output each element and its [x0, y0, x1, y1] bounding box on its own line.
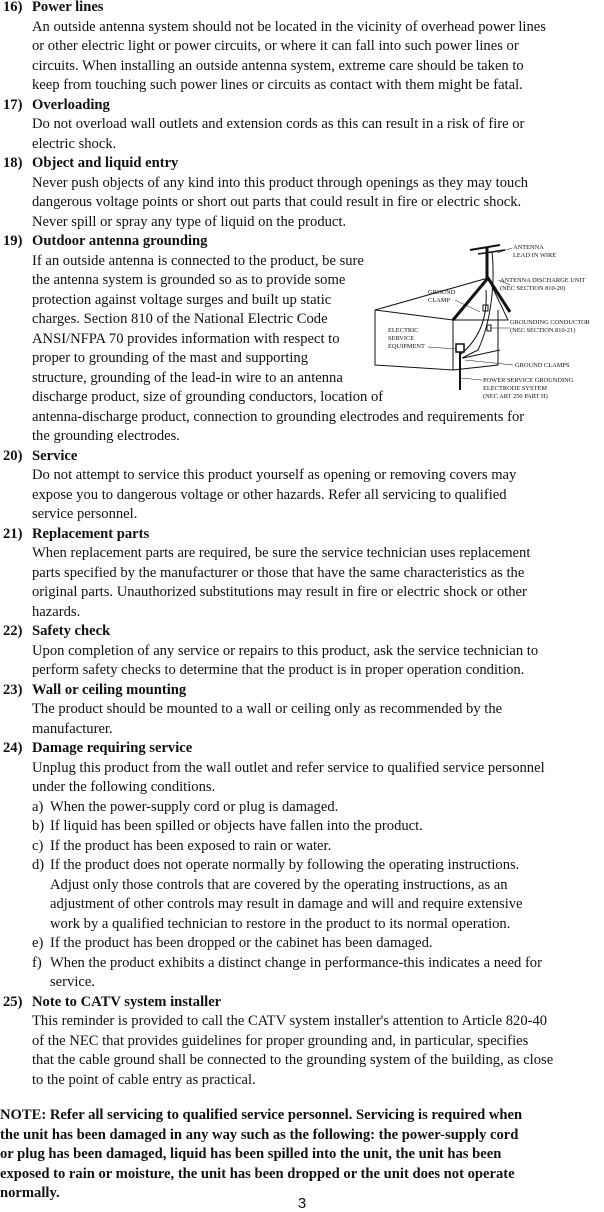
- item-number: 18): [3, 155, 23, 171]
- condition-letter: e): [32, 935, 44, 951]
- antenna-grounding-diagram: [370, 240, 604, 405]
- item-text-line: charges. Section 810 of the National Electric Code: [32, 311, 328, 327]
- label-electric: ELECTRIC: [388, 327, 419, 334]
- note-line: exposed to rain or moisture, the unit has been dropped or the unit does not operate: [0, 1165, 515, 1182]
- item-number: 22): [3, 623, 23, 639]
- condition-line: [0, 817, 604, 837]
- condition-line: [0, 837, 604, 857]
- condition-line: Adjust only those controls that are covered by the operating instructions, as an: [50, 876, 508, 893]
- item-text-line: dangerous voltage points or short out parts that could result in fire or electric shock.: [32, 194, 522, 210]
- condition-text: When the power-supply cord or plug is damaged.: [50, 798, 339, 815]
- item-text-line: electric shock.: [32, 135, 117, 152]
- item-text-line: proper to grounding of the mast and supporting: [32, 350, 309, 366]
- page-number: 3: [297, 1195, 307, 1212]
- item-text-line: perform safety checks to determine that the product is in proper operation condition.: [32, 662, 525, 678]
- item-text-line: manufacturer.: [32, 720, 113, 737]
- item-text-line: parts specified by the manufacturer or those that have the same characteristics as the: [32, 564, 525, 581]
- condition-line: [0, 954, 604, 974]
- condition-line: service.: [50, 974, 95, 990]
- condition-text: If liquid has been spilled or objects have fallen into the product.: [50, 818, 423, 834]
- condition-letter: b): [32, 818, 45, 834]
- label-power-service: POWER SERVICE GROUNDING: [483, 377, 574, 384]
- condition-line: [0, 856, 604, 876]
- item-text-line: discharge product, size of grounding conductors, location of: [32, 389, 384, 405]
- label-lead-in-wire: LEAD IN WIRE: [513, 252, 557, 259]
- item-number: 21): [3, 525, 23, 542]
- item-text-line: the antenna system is grounded so as to provide some: [32, 272, 346, 288]
- item-number: 24): [3, 740, 23, 756]
- item-heading: [0, 739, 604, 759]
- item-text-line: of the NEC that provides guidelines for proper grounding and, in particular, specifies: [32, 1032, 529, 1049]
- condition-letter: f): [32, 954, 42, 971]
- item-number: 16): [3, 0, 23, 15]
- spacer: [0, 1090, 604, 1106]
- note-line: or plug has been damaged, liquid has been spilled into the unit, the unit has been: [0, 1146, 502, 1162]
- item-number: 19): [3, 233, 23, 249]
- label-grounding-conductor: GROUNDING CONDUCTOR: [510, 319, 590, 326]
- condition-line: [0, 798, 604, 818]
- condition-text: If the product does not operate normally by following the operating instructions.: [50, 857, 520, 873]
- item-heading: [0, 96, 604, 116]
- item-heading: [0, 622, 604, 642]
- condition-line: adjustment of other controls may result in damage and will and require extensive: [50, 896, 523, 912]
- item-text-line: When replacement parts are required, be sure the service technician uses replacement: [32, 545, 531, 561]
- label-equipment: EQUIPMENT: [388, 343, 425, 350]
- item-heading: [0, 681, 604, 701]
- label-antenna: ANTENNA: [513, 244, 544, 251]
- item-title: Overloading: [32, 96, 110, 113]
- condition-line: work by a qualified technician to restore in the product to its normal operation.: [50, 915, 511, 932]
- item-text-line: the grounding electrodes.: [32, 428, 180, 444]
- item-heading: [0, 993, 604, 1013]
- item-title: Safety check: [32, 623, 111, 639]
- item-text-line: that the cable ground shall be connected to the grounding system of the building, as close: [32, 1052, 554, 1068]
- item-text-line: The product should be mounted to a wall or ceiling only as recommended by the: [32, 701, 503, 717]
- item-text-line: expose you to dangerous voltage or other hazards. Refer all servicing to qualified: [32, 486, 507, 503]
- item-text-line: This reminder is provided to call the CATV system installer's attention to Article 820-40: [32, 1013, 548, 1029]
- item-text-line: Upon completion of any service or repairs to this product, ask the service technician to: [32, 642, 539, 659]
- item-heading: [0, 525, 604, 545]
- condition-text: When the product exhibits a distinct change in performance-this indicates a need for: [50, 954, 542, 971]
- item-text-line: antenna-discharge product, connection to grounding electrodes and requirements for: [32, 408, 525, 425]
- item-title: Note to CATV system installer: [32, 993, 222, 1010]
- item-text-line: protection against voltage surges and built up static: [32, 291, 332, 308]
- item-title: Wall or ceiling mounting: [32, 681, 187, 698]
- item-text-line: circuits. When installing an outside antenna system, extreme care should be taken to: [32, 57, 524, 74]
- label-ground-clamps: GROUND CLAMPS: [515, 362, 570, 369]
- item-text-line: to the point of cable entry as practical.: [32, 1071, 256, 1088]
- item-title: Object and liquid entry: [32, 155, 179, 171]
- item-number: 20): [3, 447, 23, 464]
- condition-text: If the product has been dropped or the cabinet has been damaged.: [50, 935, 433, 951]
- condition-letter: c): [32, 837, 44, 854]
- note-line: normally.: [0, 1185, 60, 1201]
- label-conductor-section: (NEC SECTION 810-21): [510, 327, 576, 334]
- label-service: SERVICE: [388, 335, 415, 342]
- item-text-line: service personnel.: [32, 506, 138, 522]
- label-discharge-section: (NEC SECTION 810-20): [500, 285, 566, 292]
- label-clamp: CLAMP: [428, 297, 451, 304]
- item-text-line: under the following conditions.: [32, 779, 216, 795]
- item-heading: [0, 0, 604, 18]
- item-text-line: ANSI/NFPA 70 provides information with respect to: [32, 330, 340, 347]
- item-text-line: An outside antenna system should not be located in the vicinity of overhead power lines: [32, 18, 546, 35]
- item-heading: [0, 447, 604, 467]
- condition-text: If the product has been exposed to rain or water.: [50, 837, 332, 854]
- item-text-line: If an outside antenna is connected to the product, be sure: [32, 252, 364, 269]
- item-text-line: Never push objects of any kind into this product through openings as they may touch: [32, 174, 529, 191]
- label-electrode-system: ELECTRODE SYSTEM: [483, 385, 548, 392]
- item-text-line: hazards.: [32, 603, 81, 620]
- item-text-line: structure, grounding of the lead-in wire to an antenna: [32, 369, 343, 386]
- label-discharge-unit: ANTENNA DISCHARGE UNIT: [500, 277, 586, 284]
- item-number: 23): [3, 681, 23, 698]
- item-text-line: Do not overload wall outlets and extension cords as this can result in a risk of fire or: [32, 116, 525, 132]
- condition-letter: a): [32, 798, 44, 815]
- item-number: 17): [3, 96, 23, 113]
- condition-letter: d): [32, 857, 45, 873]
- label-nec-art: (NEC ART 250 PART H): [483, 393, 548, 400]
- label-ground: GROUND: [428, 289, 456, 296]
- item-title: Replacement parts: [32, 525, 150, 542]
- note-line: the unit has been damaged in any way such as the following: the power-supply cord: [0, 1126, 519, 1143]
- item-text-line: or other electric light or power circuits, or where it can fall into such power lines or: [32, 38, 519, 54]
- item-number: 25): [3, 993, 23, 1010]
- item-text-line: Unplug this product from the wall outlet and refer service to qualified service personnel: [32, 759, 545, 776]
- item-title: Damage requiring service: [32, 740, 193, 756]
- item-title: Power lines: [32, 0, 104, 15]
- item-title: Service: [32, 447, 78, 464]
- item-text-line: keep from touching such power lines or circuits as contact with them might be fatal.: [32, 77, 523, 93]
- note-line: NOTE: Refer all servicing to qualified service personnel. Servicing is required when: [0, 1107, 523, 1123]
- item-text-line: Do not attempt to service this product yourself as opening or removing covers may: [32, 467, 517, 483]
- item-text-line: Never spill or spray any type of liquid on the product.: [32, 213, 347, 230]
- condition-line: [0, 934, 604, 954]
- item-heading: [0, 154, 604, 174]
- item-text-line: original parts. Unauthorized substitutions may result in fire or electric shock or other: [32, 584, 527, 600]
- item-title: Outdoor antenna grounding: [32, 233, 208, 249]
